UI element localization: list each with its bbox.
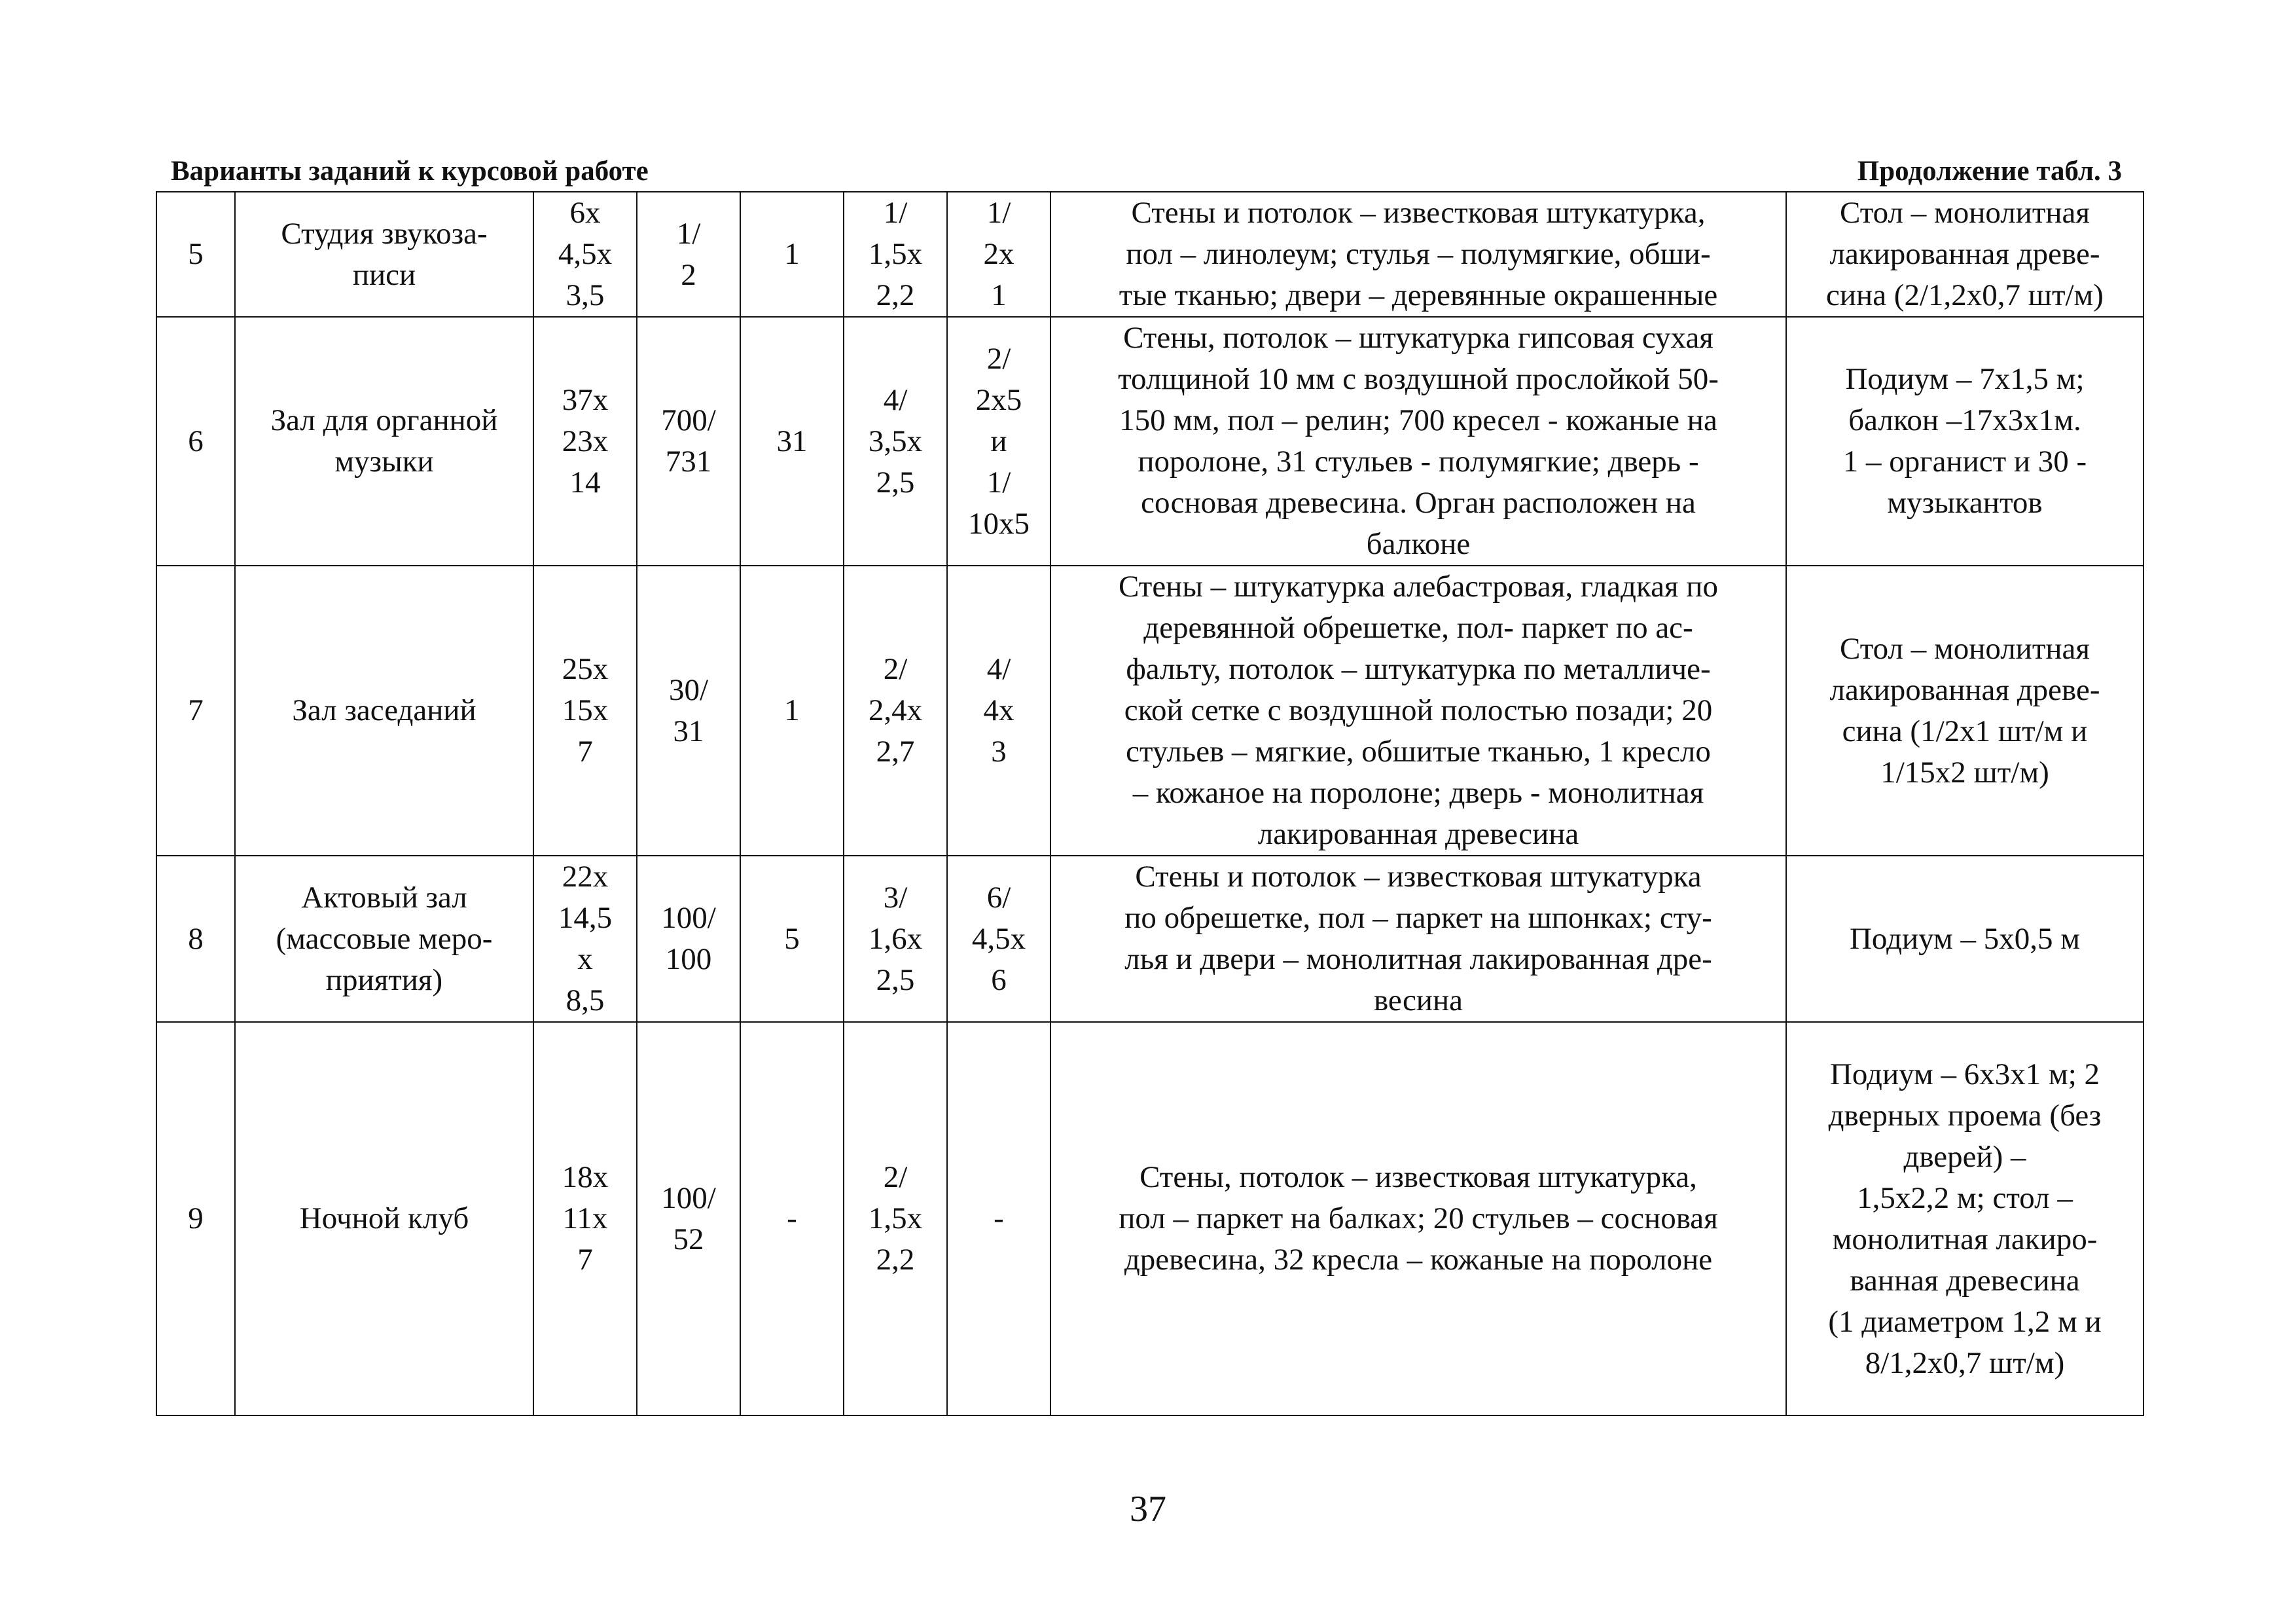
cell-line: 7 <box>577 735 593 769</box>
caption-continuation: Продолжение табл. 3 <box>1857 156 2122 187</box>
cell-line: - <box>994 1201 1004 1235</box>
cell-line: музыки <box>334 445 434 479</box>
cell-line: 2/ <box>883 1160 908 1194</box>
cell-line: 2 <box>681 257 696 292</box>
table-body <box>156 192 2144 1415</box>
cell-line: 2,2 <box>876 278 915 312</box>
cell-line: Студия звукоза- <box>281 216 488 251</box>
cell-line: поролоне, 31 стульев - полумягкие; дверь - <box>1138 445 1699 479</box>
cell-room-name <box>235 566 533 856</box>
cell-materials <box>1050 566 1786 856</box>
variants-table <box>156 191 2144 1416</box>
cell-line: балкон –17х3х1м. <box>1848 403 2081 437</box>
cell-line: сина (2/1,2х0,7 шт/м) <box>1826 278 2104 312</box>
cell-doors <box>844 856 947 1022</box>
cell-materials <box>1050 192 1786 317</box>
cell-line: 1/ <box>676 216 701 251</box>
cell-line: тые тканью; двери – деревянные окрашенные <box>1119 278 1718 312</box>
cell-line: - <box>787 1201 797 1235</box>
cell-line: Ночной клуб <box>299 1201 469 1235</box>
cell-doors <box>844 1022 947 1415</box>
cell-number <box>156 1022 235 1415</box>
cell-line: 1 – органист и 30 - <box>1842 445 2087 479</box>
cell-line: 37х <box>562 382 609 417</box>
cell-chairs <box>740 856 844 1022</box>
cell-seats <box>637 566 740 856</box>
cell-line: Актовый зал <box>301 880 467 915</box>
cell-line: 1,6х <box>868 921 923 956</box>
cell-room-name <box>235 192 533 317</box>
cell-line: 1,5х <box>868 237 923 271</box>
cell-line: 700/ <box>661 403 716 437</box>
cell-extra-items <box>1786 192 2144 317</box>
cell-seats <box>637 192 740 317</box>
cell-line: 5 <box>784 921 800 956</box>
cell-line: х <box>577 942 593 976</box>
cell-dimensions <box>533 317 637 566</box>
cell-line: Стены и потолок – известковая штукатурка, <box>1131 196 1706 230</box>
cell-line: 1,5х2,2 м; стол – <box>1857 1180 2073 1215</box>
cell-line: фальту, потолок – штукатурка по металличе- <box>1126 652 1711 686</box>
cell-chairs <box>740 317 844 566</box>
cell-room-name <box>235 317 533 566</box>
cell-materials <box>1050 1022 1786 1415</box>
cell-line: Зал для органной <box>270 403 498 437</box>
cell-seats <box>637 317 740 566</box>
cell-windows <box>947 317 1050 566</box>
cell-line: ской сетке с воздушной полостью позади; 20 <box>1124 693 1713 727</box>
cell-line: Стены, потолок – штукатурка гипсовая сухая <box>1123 321 1713 355</box>
cell-room-name <box>235 1022 533 1415</box>
cell-line: 2,7 <box>876 735 915 769</box>
cell-line: 1/15х2 шт/м) <box>1880 755 2049 790</box>
cell-line: Подиум – 6х3х1 м; 2 <box>1829 1057 2100 1091</box>
cell-doors <box>844 317 947 566</box>
cell-line: 100/ <box>661 901 716 935</box>
cell-line: 3,5х <box>868 424 923 458</box>
cell-line: 14 <box>569 465 601 500</box>
cell-number <box>156 566 235 856</box>
cell-windows <box>947 856 1050 1022</box>
cell-text: 7 <box>188 693 204 727</box>
cell-line: 3,5 <box>565 278 605 312</box>
cell-line: пол – паркет на балках; 20 стульев – сосновая <box>1119 1201 1718 1235</box>
cell-line: Зал заседаний <box>292 693 476 727</box>
cell-line: 22х <box>562 860 609 894</box>
cell-line: 2х5 <box>975 382 1022 417</box>
cell-extra-items <box>1786 317 2144 566</box>
cell-line: 15х <box>562 693 609 727</box>
cell-doors <box>844 566 947 856</box>
cell-extra-items <box>1786 1022 2144 1415</box>
cell-line: и <box>990 424 1007 458</box>
cell-line: 100/ <box>661 1180 716 1215</box>
cell-line: сина (1/2х1 шт/м и <box>1842 714 2088 748</box>
cell-line: 1/ <box>883 196 908 230</box>
cell-line: лья и двери – монолитная лакированная дре- <box>1124 942 1712 976</box>
cell-line: деревянной обрешетке, пол- паркет по ас- <box>1143 611 1693 645</box>
cell-line: 1 <box>991 278 1007 312</box>
cell-line: 1/ <box>986 196 1011 230</box>
cell-line: 150 мм, пол – релин; 700 кресел - кожаные на <box>1119 403 1717 437</box>
table-caption <box>171 153 2122 190</box>
table-row <box>156 317 2144 566</box>
cell-windows <box>947 1022 1050 1415</box>
cell-chairs <box>740 566 844 856</box>
cell-extra-items <box>1786 856 2144 1022</box>
cell-line: 3 <box>991 735 1007 769</box>
cell-line: 8,5 <box>565 983 605 1017</box>
table-row <box>156 856 2144 1022</box>
cell-line: 4х <box>983 693 1014 727</box>
cell-line: 3/ <box>883 880 908 915</box>
cell-line: Стол – монолитная <box>1839 196 2090 230</box>
cell-seats <box>637 1022 740 1415</box>
cell-seats <box>637 856 740 1022</box>
cell-line: толщиной 10 мм с воздушной прослойкой 50- <box>1118 362 1719 396</box>
cell-line: древесина, 32 кресла – кожаные на поролоне <box>1124 1243 1713 1277</box>
cell-line: лакированная древе- <box>1829 237 2100 271</box>
cell-line: 11х <box>562 1201 608 1235</box>
cell-line: Стены, потолок – известковая штукатурка, <box>1139 1160 1697 1194</box>
cell-line: по обрешетке, пол – паркет на шпонках; сту- <box>1124 901 1712 935</box>
cell-line: 4/ <box>883 382 908 417</box>
cell-line: сосновая древесина. Орган расположен на <box>1141 486 1696 520</box>
cell-line: лакированная древе- <box>1829 672 2100 707</box>
cell-line: балконе <box>1366 527 1471 561</box>
cell-line: дверных проема (без <box>1828 1098 2102 1133</box>
cell-line: Подиум – 5х0,5 м <box>1849 921 2081 956</box>
cell-line: 14,5 <box>558 901 613 935</box>
cell-line: – кожаное на поролоне; дверь - монолитная <box>1132 776 1704 810</box>
cell-line: Подиум – 7х1,5 м; <box>1845 362 2085 396</box>
cell-line: 1,5х <box>868 1201 923 1235</box>
cell-line: 18х <box>562 1160 609 1194</box>
cell-line: монолитная лакиро- <box>1832 1222 2098 1256</box>
cell-dimensions <box>533 856 637 1022</box>
table-row <box>156 192 2144 317</box>
cell-line: 4,5х <box>971 921 1026 956</box>
cell-line: 731 <box>665 445 712 479</box>
cell-materials <box>1050 856 1786 1022</box>
cell-line: 4,5х <box>558 237 613 271</box>
cell-dimensions <box>533 1022 637 1415</box>
cell-line: 2/ <box>986 341 1011 376</box>
cell-line: 6 <box>991 962 1007 997</box>
cell-chairs <box>740 192 844 317</box>
cell-line: Стены – штукатурка алебастровая, гладкая по <box>1119 570 1718 604</box>
table-row <box>156 1022 2144 1415</box>
cell-line: приятия) <box>325 962 443 997</box>
cell-line: пол – линолеум; стулья – полумягкие, обши- <box>1126 237 1711 271</box>
cell-text: 5 <box>188 237 204 271</box>
cell-line: 31 <box>673 714 704 748</box>
cell-text: 6 <box>188 424 204 458</box>
cell-line: 2,5 <box>876 962 915 997</box>
cell-windows <box>947 192 1050 317</box>
cell-dimensions <box>533 566 637 856</box>
cell-line: 2,2 <box>876 1243 915 1277</box>
cell-extra-items <box>1786 566 2144 856</box>
cell-text: 8 <box>188 921 204 956</box>
cell-line: дверей) – <box>1903 1139 2026 1174</box>
cell-line: 30/ <box>668 672 709 707</box>
cell-line: стульев – мягкие, обшитые тканью, 1 кресло <box>1126 735 1711 769</box>
caption-title: Варианты заданий к курсовой работе <box>171 156 649 187</box>
table-row <box>156 566 2144 856</box>
cell-line: 6х <box>569 196 601 230</box>
cell-materials <box>1050 317 1786 566</box>
cell-line: 10х5 <box>968 506 1030 541</box>
cell-line: музыкантов <box>1887 486 2043 520</box>
cell-line: 7 <box>577 1243 593 1277</box>
cell-number <box>156 856 235 1022</box>
cell-line: весина <box>1374 983 1463 1017</box>
cell-line: 25х <box>562 652 609 686</box>
cell-windows <box>947 566 1050 856</box>
cell-line: 1 <box>784 693 800 727</box>
cell-line: (1 диаметром 1,2 м и <box>1828 1304 2102 1339</box>
cell-chairs <box>740 1022 844 1415</box>
cell-line: Стены и потолок – известковая штукатурка <box>1135 860 1702 894</box>
cell-line: Стол – монолитная <box>1839 631 2090 666</box>
cell-line: 23х <box>562 424 609 458</box>
cell-line: 2,5 <box>876 465 915 500</box>
cell-line: ванная древесина <box>1850 1263 2080 1298</box>
cell-room-name <box>235 856 533 1022</box>
cell-line: 1/ <box>986 465 1011 500</box>
cell-text: 9 <box>188 1201 204 1235</box>
cell-line: 8/1,2х0,7 шт/м) <box>1865 1345 2065 1380</box>
cell-line: писи <box>352 257 416 292</box>
cell-line: 2/ <box>883 652 908 686</box>
page-number: 37 <box>1130 1489 1166 1529</box>
cell-line: 2х <box>983 237 1014 271</box>
cell-number <box>156 192 235 317</box>
cell-line: 1 <box>784 237 800 271</box>
cell-line: лакированная древесина <box>1257 817 1579 851</box>
cell-line: 2,4х <box>868 693 923 727</box>
cell-line: 6/ <box>986 880 1011 915</box>
cell-line: 4/ <box>986 652 1011 686</box>
cell-line: 52 <box>673 1222 704 1256</box>
cell-number <box>156 317 235 566</box>
cell-line: 100 <box>665 942 712 976</box>
cell-doors <box>844 192 947 317</box>
cell-dimensions <box>533 192 637 317</box>
cell-line: (массовые меро- <box>276 921 493 956</box>
cell-line: 31 <box>776 424 808 458</box>
